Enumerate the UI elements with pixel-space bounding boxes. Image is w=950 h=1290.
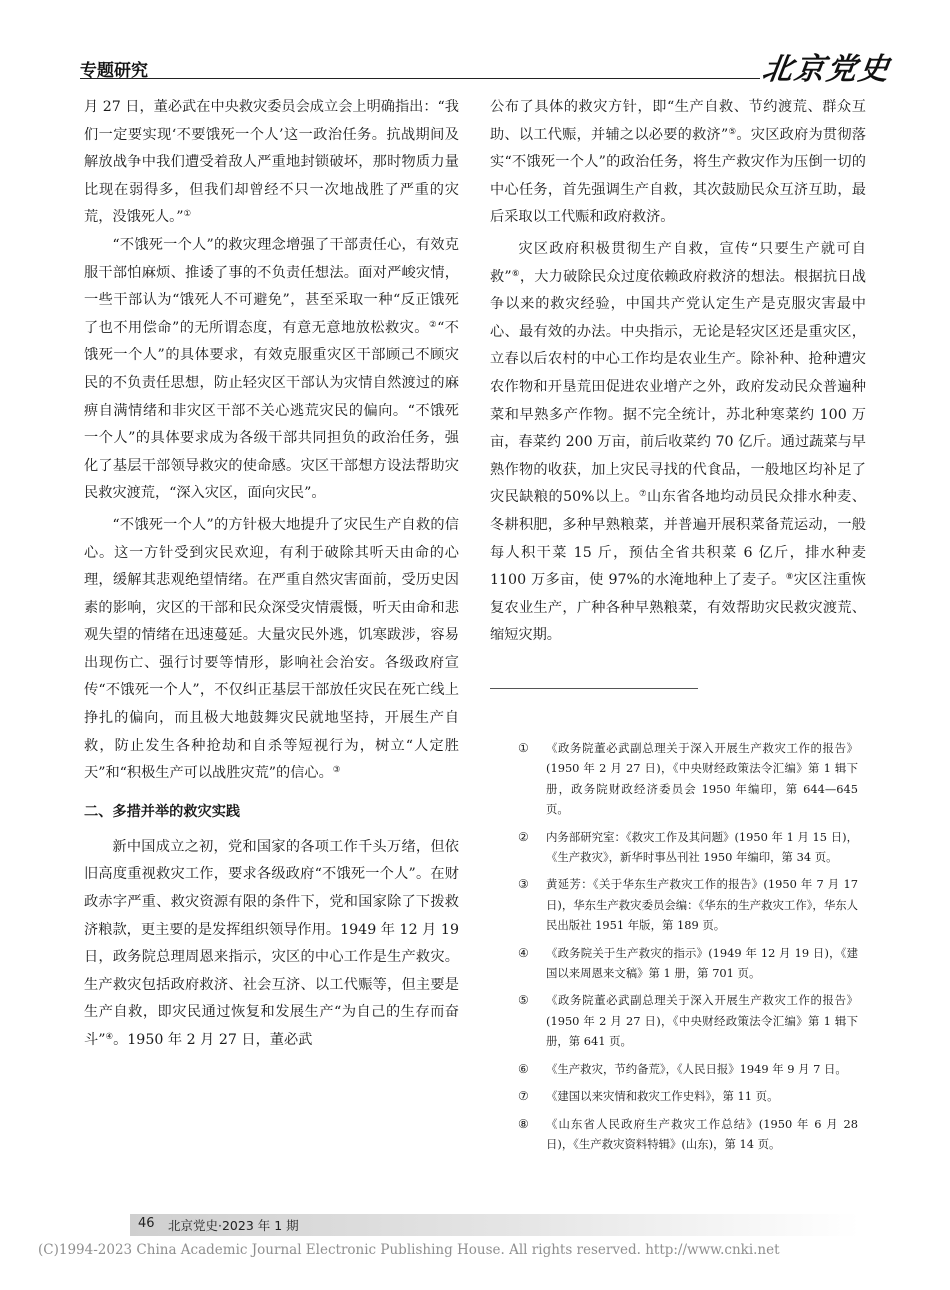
page-number: 46: [138, 1216, 155, 1231]
footnotes: [518, 738, 858, 1161]
paragraph-6: 灾区政府积极贯彻生产自救，宣传“只要生产就可自救”⑥，大力破除民众过度依赖政府救济的想法。根据抗日战争以来的救灾经验，中国共产党认定生产是克服灾害最中心、最有效的办法。中央指示，无论是轻灾区还是重灾区，立春以后农村的中心工作均是农业生产。除补种、抢种遭灾农作物和开垦荒田促进农业增产之外，政府发动民众普遍种菜和早熟多产作物。据不完全统计，苏北种寒菜约 100 万亩，春菜约 200 万亩，前后收菜约 70 亿斤。通过蔬菜与早熟作物的收获，加上灾民寻找的代食品，一般地区均补足了灾民缺粮的50%以上。⑦山东省各地均动员民众排水种麦、冬耕积肥，多种早熟粮菜，并普遍开展积菜备荒运动，一般每人积干菜 15 斤，预估全省共积菜 6 亿斤，排水种麦 1100 万多亩，使 97%的水淹地种上了麦子。⑧灾区注重恢复农业生产，广种各种早熟粮菜，有效帮助灾民救灾渡荒、缩短灾期。: [490, 240, 866, 644]
footnote-item: [518, 738, 858, 820]
publication-info: 北京党史·2023 年 1 期: [168, 1218, 299, 1233]
paragraph-4: 新中国成立之初，党和国家的各项工作千头万绪，但依旧高度重视救灾工作，要求各级政府“不饿死一个人”。在财政赤字严重、救灾资源有限的条件下，党和国家除了下拨救济粮款，更主要的是发挥组织领导作用。1949 年 12 月 19 日，政务院总理周恩来指示，灾区的中心工作是生产救灾。生产救灾包括政府救济、社会互济、以工代赈等，但主要是生产自救，即灾民通过恢复和发展生产“为自己的生存而奋斗”④。1950 年 2 月 27 日，董必武: [84, 838, 459, 1048]
footnote-mark: ④: [518, 945, 529, 960]
footnote-divider: [490, 688, 698, 689]
footnote-text: 《政务院董必武副总理关于深入开展生产救灾工作的报告》(1950 年 2 月 27 日)，《中央财经政策法令汇编》第 1 辑下册，政务院财政经济委员会 1950 年编印，第 644—645 页。: [546, 741, 858, 817]
footnote-ref-2[interactable]: ②: [428, 319, 438, 330]
footnote-ref-4[interactable]: ④: [105, 1032, 114, 1042]
footnote-item: [518, 1086, 858, 1106]
footnote-mark: ⑧: [518, 1116, 529, 1131]
paragraph-3: “不饿死一个人”的方针极大地提升了灾民生产自救的信心。这一方针受到灾民欢迎，有利于破除其听天由命的心理，缓解其悲观绝望情绪。在严重自然灾害面前，受历史因素的影响，灾区的干部和民众深受灾情震慑，听天由命和悲观失望的情绪在迅速蔓延。大量灾民外逃，饥寒跋涉，容易出现伤亡、强行讨要等情形，影响社会治安。各级政府宣传“不饿死一个人”，不仅纠正基层干部放任灾民在死亡线上挣扎的偏向，而且极大地鼓舞灾民就地坚持，开展生产自救，防止发生各种抢劫和自杀等短视行为，树立“人定胜天”和“积极生产可以战胜灾荒”的信心。③: [84, 516, 459, 782]
footnote-mark: ③: [518, 877, 529, 892]
footnote-ref-1[interactable]: ①: [183, 209, 192, 220]
footnote-item: [518, 827, 858, 868]
footnote-item: [518, 943, 858, 984]
footnote-ref-5[interactable]: ⑤: [728, 126, 737, 137]
footnote-mark: ⑥: [518, 1061, 529, 1076]
paragraph-1: 月 27 日，董必武在中央救灾委员会成立会上明确指出：“我们一定要实现‘不要饿死一个人’这一政治任务。抗战期间及解放战争中我们遭受着敌人严重地封锁破坏，那时物质力量比现在弱得多，但我们却曾经不只一次地战胜了严重的灾荒，没饿死人。”①: [84, 99, 459, 226]
footnote-text: 《政务院董必武副总理关于深入开展生产救灾工作的报告》(1950 年 2 月 27 日)，《中央财经政策法令汇编》第 1 辑下册，第 641 页。: [546, 993, 858, 1049]
section-heading: 二、多措并举的救灾实践: [84, 803, 241, 820]
footnote-text: 《山东省人民政府生产救灾工作总结》(1950 年 6 月 28 日)，《生产救灾资料特辑》(山东)，第 14 页。: [546, 1116, 858, 1151]
footnote-ref-8[interactable]: ⑧: [785, 572, 794, 583]
left-column: [84, 94, 459, 1055]
right-column: [490, 94, 866, 650]
footnote-item: [518, 1059, 858, 1079]
journal-logo: 北京党史: [760, 52, 893, 87]
footnote-ref-6[interactable]: ⑥: [511, 268, 520, 279]
footnote-text: 内务部研究室：《救灾工作及其问题》(1950 年 1 月 15 日)，《生产救灾》，新华时事丛刊社 1950 年编印，第 34 页。: [546, 829, 858, 865]
footnote-item: [518, 1114, 858, 1155]
footnote-text: 黄延芳：《关于华东生产救灾工作的报告》(1950 年 7 月 17 日)，华东生产救灾委员会编：《华东的生产救灾工作》，华东人民出版社 1951 年版，第 189 页。: [546, 877, 858, 933]
footnote-mark: ①: [518, 741, 529, 755]
footnote-text: 《政务院关于生产救灾的指示》(1949 年 12 月 19 日)，《建国以来周恩来文稿》第 1 册，第 701 页。: [546, 945, 858, 981]
footnote-text: 《生产救灾，节约备荒》，《人民日报》1949 年 9 月 7 日。: [546, 1061, 847, 1076]
section-title: 专题研究: [80, 61, 148, 81]
footnote-ref-7[interactable]: ⑦: [638, 489, 648, 500]
footnote-ref-3[interactable]: ③: [332, 765, 341, 776]
paragraph-5: 公布了具体的救灾方针，即“生产自救、节约渡荒、群众互助、以工代赈，并辅之以必要的救济”⑤。灾区政府为贯彻落实“不饿死一个人”的政治任务，将生产救灾作为压倒一切的中心任务，首先强调生产自救，其次鼓励民众互济互助，最后采取以工代赈和政府救济。: [490, 99, 866, 226]
header-rule: [80, 78, 760, 79]
copyright-notice: (C)1994-2023 China Academic Journal Electronic Publishing House. All rights reserved. http://www.cnki.net: [38, 1242, 780, 1258]
footnote-mark: ⑤: [518, 993, 529, 1008]
paragraph-2: “不饿死一个人”的救灾理念增强了干部责任心，有效克服干部怕麻烦、推诿了事的不负责任想法。面对严峻灾情，一些干部认为“饿死人不可避免”，甚至采取一种“反正饿死了也不用偿命”的无所谓态度，有意无意地放松救灾。②“不饿死一个人”的具体要求，有效克服重灾区干部顾己不顾灾民的不负责任思想，防止轻灾区干部认为灾情自然渡过的麻痹自满情绪和非灾区干部不关心逃荒灾民的偏向。“不饿死一个人”的具体要求成为各级干部共同担负的政治任务，强化了基层干部领导救灾的使命感。灾区干部想方设法帮助灾民救灾渡荒，“深入灾区，面向灾民”。: [84, 236, 459, 502]
footnote-item: [518, 874, 858, 935]
footnote-mark: ②: [518, 829, 529, 844]
footnote-mark: ⑦: [518, 1089, 529, 1104]
footnote-item: [518, 990, 858, 1051]
footnote-text: 《建国以来灾情和救灾工作史料》，第 11 页。: [546, 1089, 779, 1104]
